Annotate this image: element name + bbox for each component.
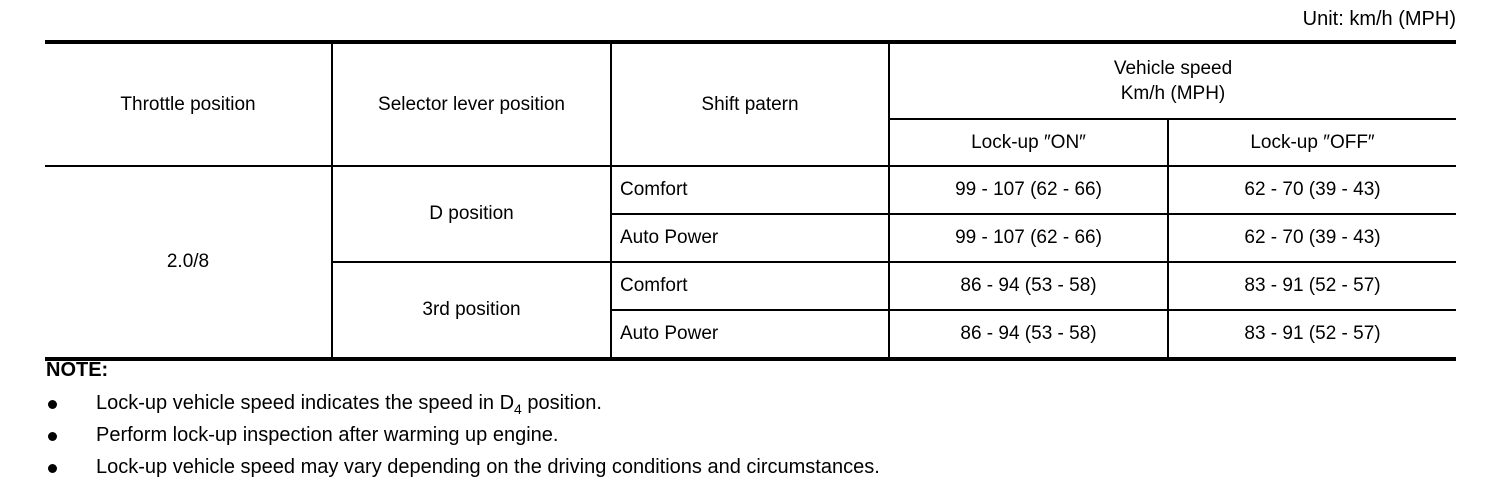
bullet-icon xyxy=(48,400,57,409)
header-lockup-off: Lock-up ″OFF″ xyxy=(1168,119,1456,166)
lockup-on-cell: 99 - 107 (62 - 66) xyxy=(889,166,1168,214)
note-item-text: Perform lock-up inspection after warming up engine. xyxy=(96,424,559,446)
note-item-text: Lock-up vehicle speed may vary depending on the driving conditions and circumstances. xyxy=(96,456,880,478)
header-lockup-on: Lock-up ″ON″ xyxy=(889,119,1168,166)
note-item-subscript: 4 xyxy=(514,401,522,417)
shift-pattern-cell: Comfort xyxy=(611,166,889,214)
lockup-off-cell: 83 - 91 (52 - 57) xyxy=(1168,310,1456,359)
lockup-on-cell: 86 - 94 (53 - 58) xyxy=(889,262,1168,310)
header-vehicle-speed-unit: Km/h (MPH) xyxy=(1120,83,1226,104)
shift-pattern-cell: Auto Power xyxy=(611,310,889,359)
lockup-off-cell: 62 - 70 (39 - 43) xyxy=(1168,214,1456,262)
unit-label: Unit: km/h (MPH) xyxy=(1302,8,1456,30)
header-selector-lever-position: Selector lever position xyxy=(332,42,611,166)
note-item-text: Lock-up vehicle speed indicates the speed in D xyxy=(96,392,515,414)
selector-cell-d-position: D position xyxy=(332,166,611,262)
note-title: NOTE: xyxy=(46,359,109,381)
lockup-off-cell: 62 - 70 (39 - 43) xyxy=(1168,166,1456,214)
lockup-speed-table xyxy=(45,40,1456,361)
header-vehicle-speed-title: Vehicle speed xyxy=(1113,58,1233,79)
selector-cell-3rd-position: 3rd position xyxy=(332,262,611,359)
lockup-on-cell: 99 - 107 (62 - 66) xyxy=(889,214,1168,262)
shift-pattern-cell: Auto Power xyxy=(611,214,889,262)
table-row xyxy=(45,166,1456,214)
header-throttle-position: Throttle position xyxy=(45,42,332,166)
note-item xyxy=(46,387,880,419)
bullet-icon xyxy=(48,432,57,441)
bullet-icon xyxy=(48,464,57,473)
header-vehicle-speed xyxy=(889,42,1456,119)
lockup-on-cell: 86 - 94 (53 - 58) xyxy=(889,310,1168,359)
note-item-text-suffix: position. xyxy=(521,392,602,414)
notes-section xyxy=(46,359,880,483)
note-item xyxy=(46,451,880,483)
throttle-value-cell: 2.0/8 xyxy=(45,166,332,359)
shift-pattern-cell: Comfort xyxy=(611,262,889,310)
note-item xyxy=(46,419,880,451)
header-shift-pattern: Shift patern xyxy=(611,42,889,166)
lockup-off-cell: 83 - 91 (52 - 57) xyxy=(1168,262,1456,310)
